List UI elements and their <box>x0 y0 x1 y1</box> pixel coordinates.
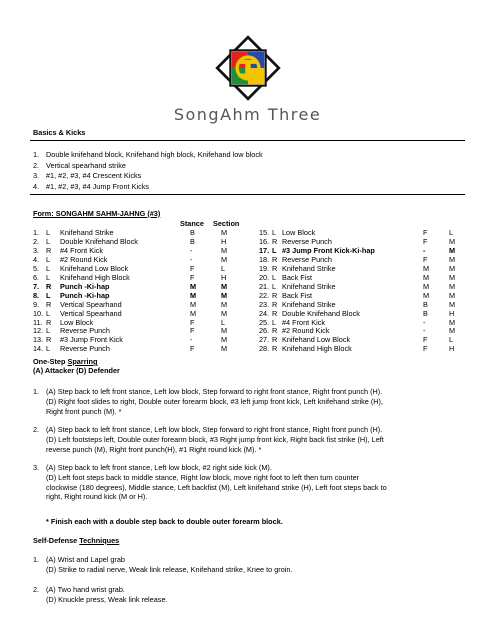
move-side: R <box>272 263 278 273</box>
move-name: Knifehand Low Block <box>282 335 351 345</box>
move-name: Reverse Punch <box>60 344 110 354</box>
move-stance: - <box>190 335 193 345</box>
move-stance: F <box>190 326 195 336</box>
move-number: 7. <box>33 281 40 291</box>
move-side: L <box>272 317 277 327</box>
move-side: L <box>46 228 51 237</box>
move-number: 3. <box>33 245 40 255</box>
move-name: Knifehand Strike <box>282 299 336 309</box>
move-name: Double Knifehand Block <box>60 236 138 246</box>
move-number: 17. <box>259 245 270 255</box>
item-line: (D) Right foot slides to right, Double outer forearm block, #3 left jump front kick, Left knifehand strike (H), <box>46 396 384 406</box>
move-section: M <box>449 281 456 291</box>
item-line: right, Right round kick (M or H). <box>46 492 148 502</box>
move-stance: F <box>423 254 428 264</box>
move-stance: F <box>190 344 195 354</box>
move-section: M <box>221 281 228 291</box>
move-side: L <box>272 245 277 255</box>
move-stance: F <box>423 344 428 354</box>
move-side: R <box>272 236 278 246</box>
move-stance: M <box>423 263 430 273</box>
form-heading: Form: SONGAHM SAHM-JAHNG (#3) <box>33 209 161 218</box>
move-name: Reverse Punch <box>282 236 332 246</box>
move-name: Punch -Ki-hap <box>60 281 110 291</box>
move-side: R <box>272 326 278 336</box>
item-line: (D) Left footsteps left, Double outer forearm block, #3 Right jump front kick, Right back fist strike (H), Left <box>46 434 384 444</box>
move-stance: - <box>423 326 426 336</box>
item-line: reverse punch (M), Right front punch(H), #1 Right round kick (M). * <box>46 444 262 454</box>
move-section: M <box>221 245 228 255</box>
move-section: L <box>449 335 454 345</box>
item-line: (A) Two hand wrist grab. <box>46 585 125 594</box>
move-side: L <box>46 308 51 318</box>
move-number: 27. <box>259 335 270 345</box>
selfdefense-heading: Self-Defense Techniques <box>33 536 120 545</box>
move-section: M <box>221 299 228 309</box>
move-number: 16. <box>259 236 270 246</box>
move-name: Vertical Spearhand <box>60 308 122 318</box>
move-stance: - <box>423 317 426 327</box>
move-stance: - <box>190 245 193 255</box>
item-text: #1, #2, #3, #4 Crescent Kicks <box>46 171 142 180</box>
item-line: (D) Knuckle press, Weak link release. <box>46 594 168 604</box>
move-number: 20. <box>259 272 270 282</box>
move-stance: F <box>190 317 195 327</box>
move-stance: F <box>423 236 428 246</box>
move-number: 18. <box>259 254 270 264</box>
move-number: 12. <box>33 326 44 336</box>
move-side: L <box>46 263 51 273</box>
item-line: Right front punch (M). * <box>46 406 122 416</box>
move-section: M <box>221 308 228 318</box>
move-name: #3 Jump Front Kick <box>60 335 123 345</box>
move-section: M <box>449 236 456 246</box>
move-number: 24. <box>259 308 270 318</box>
move-number: 23. <box>259 299 270 309</box>
move-name: #3 Jump Front Kick-Ki-hap <box>282 245 375 255</box>
item-number: 4. <box>33 181 40 191</box>
move-number: 22. <box>259 290 270 300</box>
move-name: Knifehand High Block <box>60 272 130 282</box>
item-number: 2. <box>33 425 40 434</box>
move-number: 13. <box>33 335 44 345</box>
move-number: 15. <box>259 228 270 237</box>
basics-heading: Basics & Kicks <box>33 128 86 137</box>
move-name: Low Block <box>282 228 316 237</box>
item-line: (A) Wrist and Lapel grab <box>46 555 125 564</box>
move-name: Knifehand Strike <box>282 281 336 291</box>
move-name: Knifehand High Block <box>282 344 352 354</box>
divider <box>30 194 465 195</box>
move-section: H <box>221 236 227 246</box>
move-name: Vertical Spearhand <box>60 299 122 309</box>
move-section: M <box>449 299 456 309</box>
move-stance: F <box>190 272 195 282</box>
move-section: M <box>221 335 228 345</box>
move-name: Knifehand Strike <box>60 228 114 237</box>
section-column-header: Section <box>213 219 240 228</box>
move-side: R <box>272 344 278 354</box>
move-name: Low Block <box>60 317 94 327</box>
move-name: Knifehand Low Block <box>60 263 129 273</box>
move-stance: F <box>423 228 428 237</box>
move-side: L <box>46 326 51 336</box>
move-number: 11. <box>33 317 43 327</box>
item-number: 2. <box>33 160 40 170</box>
move-name: #4 Front Kick <box>60 245 103 255</box>
stance-column-header: Stance <box>180 219 204 228</box>
item-number: 1. <box>33 387 40 396</box>
item-line: (A) Step back to left front stance, Left low block, Step forward to right front stance, Right front punch (H). <box>46 425 383 434</box>
item-number: 3. <box>33 463 40 472</box>
move-name: Back Fist <box>282 290 313 300</box>
move-section: M <box>221 254 228 264</box>
move-number: 14. <box>33 344 44 354</box>
move-name: Back Fist <box>282 272 313 282</box>
move-stance: M <box>423 281 430 291</box>
move-side: L <box>46 254 51 264</box>
move-stance: F <box>190 263 195 273</box>
move-number: 5. <box>33 263 40 273</box>
sparring-heading: One-Step Sparring <box>33 357 98 366</box>
move-stance: M <box>423 272 430 282</box>
item-number: 2. <box>33 585 40 594</box>
move-side: L <box>46 344 51 354</box>
move-stance: B <box>190 228 195 237</box>
move-number: 28. <box>259 344 270 354</box>
move-number: 25. <box>259 317 270 327</box>
move-section: L <box>221 317 226 327</box>
move-stance: M <box>423 290 430 300</box>
move-number: 2. <box>33 236 40 246</box>
move-name: Reverse Punch <box>60 326 110 336</box>
move-section: M <box>221 290 228 300</box>
move-number: 6. <box>33 272 40 282</box>
move-side: R <box>46 299 52 309</box>
move-stance: - <box>423 245 426 255</box>
move-side: R <box>272 308 278 318</box>
move-section: L <box>221 263 226 273</box>
move-stance: B <box>423 299 428 309</box>
move-stance: F <box>423 335 428 345</box>
move-section: L <box>449 228 454 237</box>
item-text: Double knifehand block, Knifehand high block, Knifehand low block <box>46 150 263 159</box>
move-side: R <box>46 281 52 291</box>
move-side: R <box>46 245 52 255</box>
item-number: 3. <box>33 171 40 180</box>
move-number: 26. <box>259 326 270 336</box>
divider <box>30 140 465 141</box>
move-section: M <box>449 290 456 300</box>
move-section: H <box>221 272 227 282</box>
item-text: #1, #2, #3, #4 Jump Front Kicks <box>46 181 150 191</box>
move-number: 9. <box>33 299 40 309</box>
move-section: H <box>449 308 455 318</box>
item-line: (A) Step back to left front stance, Left low block, Step forward to right front stance, Right front punch (H). <box>46 387 383 396</box>
move-section: M <box>449 317 456 327</box>
move-side: R <box>46 317 52 327</box>
move-stance: M <box>190 308 197 318</box>
sparring-roles: (A) Attacker (D) Defender <box>33 366 120 375</box>
move-side: R <box>272 290 278 300</box>
move-section: M <box>221 228 228 237</box>
move-side: R <box>272 299 278 309</box>
sparring-note: * Finish each with a double step back to double outer forearm block. <box>46 517 283 526</box>
move-stance: B <box>190 236 195 246</box>
move-section: M <box>221 326 228 336</box>
item-number: 1. <box>33 555 40 564</box>
move-number: 19. <box>259 263 270 273</box>
move-section: H <box>449 344 455 354</box>
move-section: M <box>449 263 456 273</box>
document-title: SongAhm Three <box>173 105 322 124</box>
move-number: 8. <box>33 290 40 300</box>
move-side: L <box>272 228 277 237</box>
move-name: Double Knifehand Block <box>282 308 360 318</box>
move-stance: - <box>190 254 193 264</box>
move-number: 1. <box>33 228 40 237</box>
move-name: Punch -Ki-hap <box>60 290 110 300</box>
move-side: L <box>272 281 277 291</box>
item-line: clockwise (180 degrees), Middle stance, Left backfist (M), Left knifehand strike (H), Left foot steps back to <box>46 482 387 492</box>
item-text: Vertical spearhand strike <box>46 160 126 170</box>
move-section: M <box>449 326 456 336</box>
move-side: L <box>46 272 51 282</box>
move-section: M <box>449 245 456 255</box>
move-name: #2 Round Kick <box>282 326 330 336</box>
move-side: R <box>46 335 52 345</box>
songahm-logo <box>214 34 282 102</box>
move-section: M <box>449 272 456 282</box>
move-side: L <box>46 290 51 300</box>
item-line: (D) Strike to radial nerve, Weak link release, Knifehand strike, Knee to groin. <box>46 564 293 574</box>
move-section: M <box>221 344 228 354</box>
move-stance: B <box>423 308 428 318</box>
item-line: (D) Left foot steps back to middle stance, Right low block, move right foot to left then turn counter <box>46 472 360 482</box>
move-name: Knifehand Strike <box>282 263 336 273</box>
move-side: L <box>46 236 51 246</box>
move-number: 21. <box>259 281 270 291</box>
move-side: R <box>272 335 278 345</box>
move-section: M <box>449 254 456 264</box>
move-side: R <box>272 254 278 264</box>
move-number: 4. <box>33 254 40 264</box>
item-number: 1. <box>33 150 40 159</box>
move-name: #2 Round Kick <box>60 254 108 264</box>
move-stance: M <box>190 299 197 309</box>
move-name: #4 Front Kick <box>282 317 325 327</box>
move-side: L <box>272 272 277 282</box>
item-line: (A) Step back to left front stance, Left low block, #2 right side kick (M). <box>46 463 272 472</box>
move-stance: M <box>190 290 197 300</box>
move-number: 10. <box>33 308 44 318</box>
move-stance: M <box>190 281 197 291</box>
move-name: Reverse Punch <box>282 254 332 264</box>
